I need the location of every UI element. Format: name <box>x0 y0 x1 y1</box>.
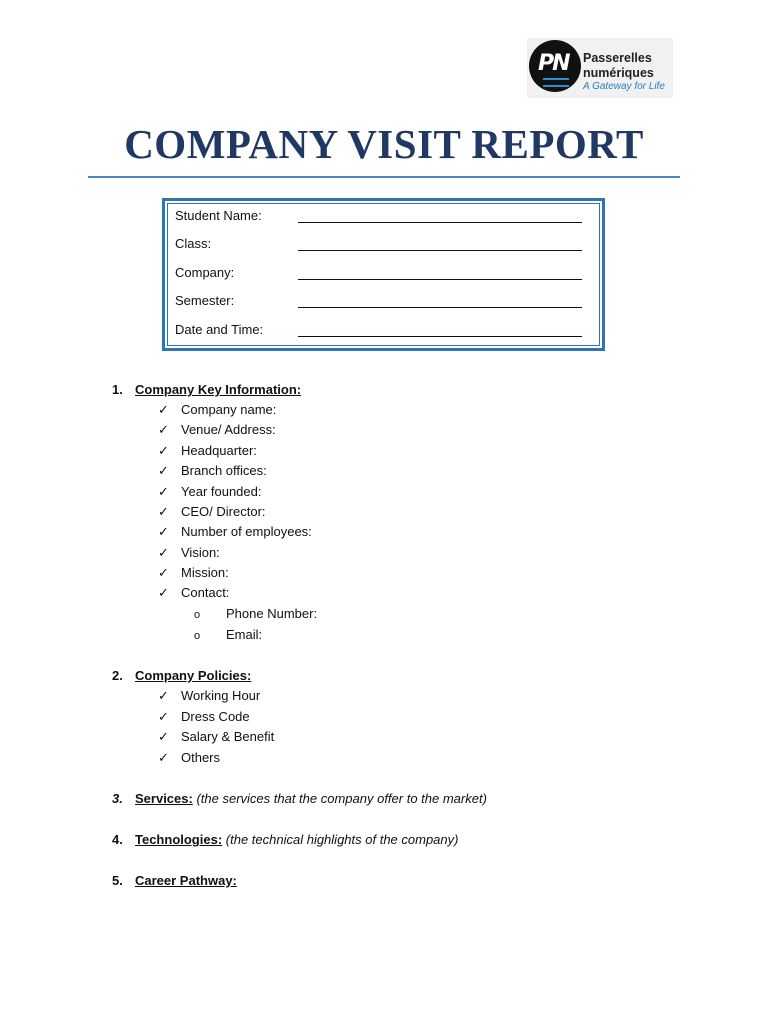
check-icon: ✓ <box>158 504 169 519</box>
list-item <box>158 504 266 520</box>
check-icon: ✓ <box>158 729 169 744</box>
check-icon: ✓ <box>158 463 169 478</box>
check-icon: ✓ <box>158 688 169 703</box>
check-icon: ✓ <box>158 422 169 437</box>
field-line-class[interactable] <box>298 250 582 251</box>
section-3 <box>112 791 487 806</box>
section-title: Career Pathway: <box>135 873 237 888</box>
field-label-date-time: Date and Time: <box>175 322 264 337</box>
list-item <box>158 565 229 581</box>
page-title: COMPANY VISIT REPORT <box>124 121 644 167</box>
list-item <box>158 729 274 745</box>
section-title: Technologies: <box>135 832 223 847</box>
check-icon: ✓ <box>158 402 169 417</box>
logo-stripes <box>543 78 569 87</box>
section-title: Company Policies: <box>135 668 252 683</box>
field-line-semester[interactable] <box>298 307 582 308</box>
section-title: Company Key Information: <box>135 382 302 397</box>
list-item <box>158 688 260 704</box>
field-line-company[interactable] <box>298 279 582 280</box>
check-icon: ✓ <box>158 484 169 499</box>
field-label-semester: Semester: <box>175 293 235 308</box>
field-label-company: Company: <box>175 265 235 280</box>
list-item-label: Contact: <box>181 585 230 600</box>
sub-list-item-label: Email: <box>226 627 263 642</box>
check-icon: ✓ <box>158 565 169 580</box>
sub-list-item <box>194 627 262 642</box>
field-label-student-name: Student Name: <box>175 208 262 223</box>
sub-list-item-label: Phone Number: <box>226 606 318 621</box>
section-2 <box>112 668 251 683</box>
list-item-label: Dress Code <box>181 709 250 724</box>
section-number: 1. <box>112 382 123 397</box>
section-title: Services: <box>135 791 193 806</box>
field-line-student-name[interactable] <box>298 222 582 223</box>
list-item <box>158 750 220 766</box>
list-item-label: Salary & Benefit <box>181 729 275 744</box>
check-icon: ✓ <box>158 750 169 765</box>
list-item-label: Working Hour <box>181 688 261 703</box>
check-icon: ✓ <box>158 545 169 560</box>
list-item <box>158 545 220 561</box>
list-item-label: CEO/ Director: <box>181 504 266 519</box>
section-5 <box>112 873 237 888</box>
list-item <box>158 709 250 725</box>
logo <box>527 38 673 98</box>
logo-name-line2: numériques <box>583 66 654 80</box>
section-description: (the technical highlights of the company) <box>225 832 459 847</box>
logo-mark <box>529 40 581 92</box>
section-number: 4. <box>112 832 123 847</box>
list-item-label: Vision: <box>181 545 220 560</box>
check-icon: ✓ <box>158 585 169 600</box>
field-line-date-time[interactable] <box>298 336 582 337</box>
section-1 <box>112 382 301 397</box>
section-description: (the services that the company offer to the market) <box>196 791 487 806</box>
list-item-label: Headquarter: <box>181 443 257 458</box>
list-item-label: Branch offices: <box>181 463 267 478</box>
list-item <box>158 585 229 601</box>
list-item-label: Company name: <box>181 402 277 417</box>
check-icon: ✓ <box>158 443 169 458</box>
list-item <box>158 463 267 479</box>
logo-name-line1: Passerelles <box>583 51 652 65</box>
logo-initials: PN <box>538 51 569 76</box>
list-item-label: Others <box>181 750 221 765</box>
field-label-class: Class: <box>175 236 212 251</box>
list-item-label: Venue/ Address: <box>181 422 276 437</box>
section-number: 5. <box>112 873 123 888</box>
list-item <box>158 484 261 500</box>
list-item <box>158 443 257 459</box>
title-divider <box>88 176 680 178</box>
list-item-label: Mission: <box>181 565 229 580</box>
section-number: 2. <box>112 668 123 683</box>
circle-bullet-icon: o <box>194 630 201 642</box>
student-info-box-inner <box>167 203 600 346</box>
circle-bullet-icon: o <box>194 609 201 621</box>
section-4 <box>112 832 458 847</box>
student-info-box <box>162 198 605 351</box>
list-item <box>158 524 312 540</box>
check-icon: ✓ <box>158 709 169 724</box>
list-item <box>158 422 276 438</box>
section-number: 3. <box>112 791 123 806</box>
list-item-label: Number of employees: <box>181 524 312 539</box>
sub-list-item <box>194 606 317 621</box>
logo-tagline: A Gateway for Life <box>583 81 665 92</box>
list-item <box>158 402 276 418</box>
list-item-label: Year founded: <box>181 484 262 499</box>
check-icon: ✓ <box>158 524 169 539</box>
